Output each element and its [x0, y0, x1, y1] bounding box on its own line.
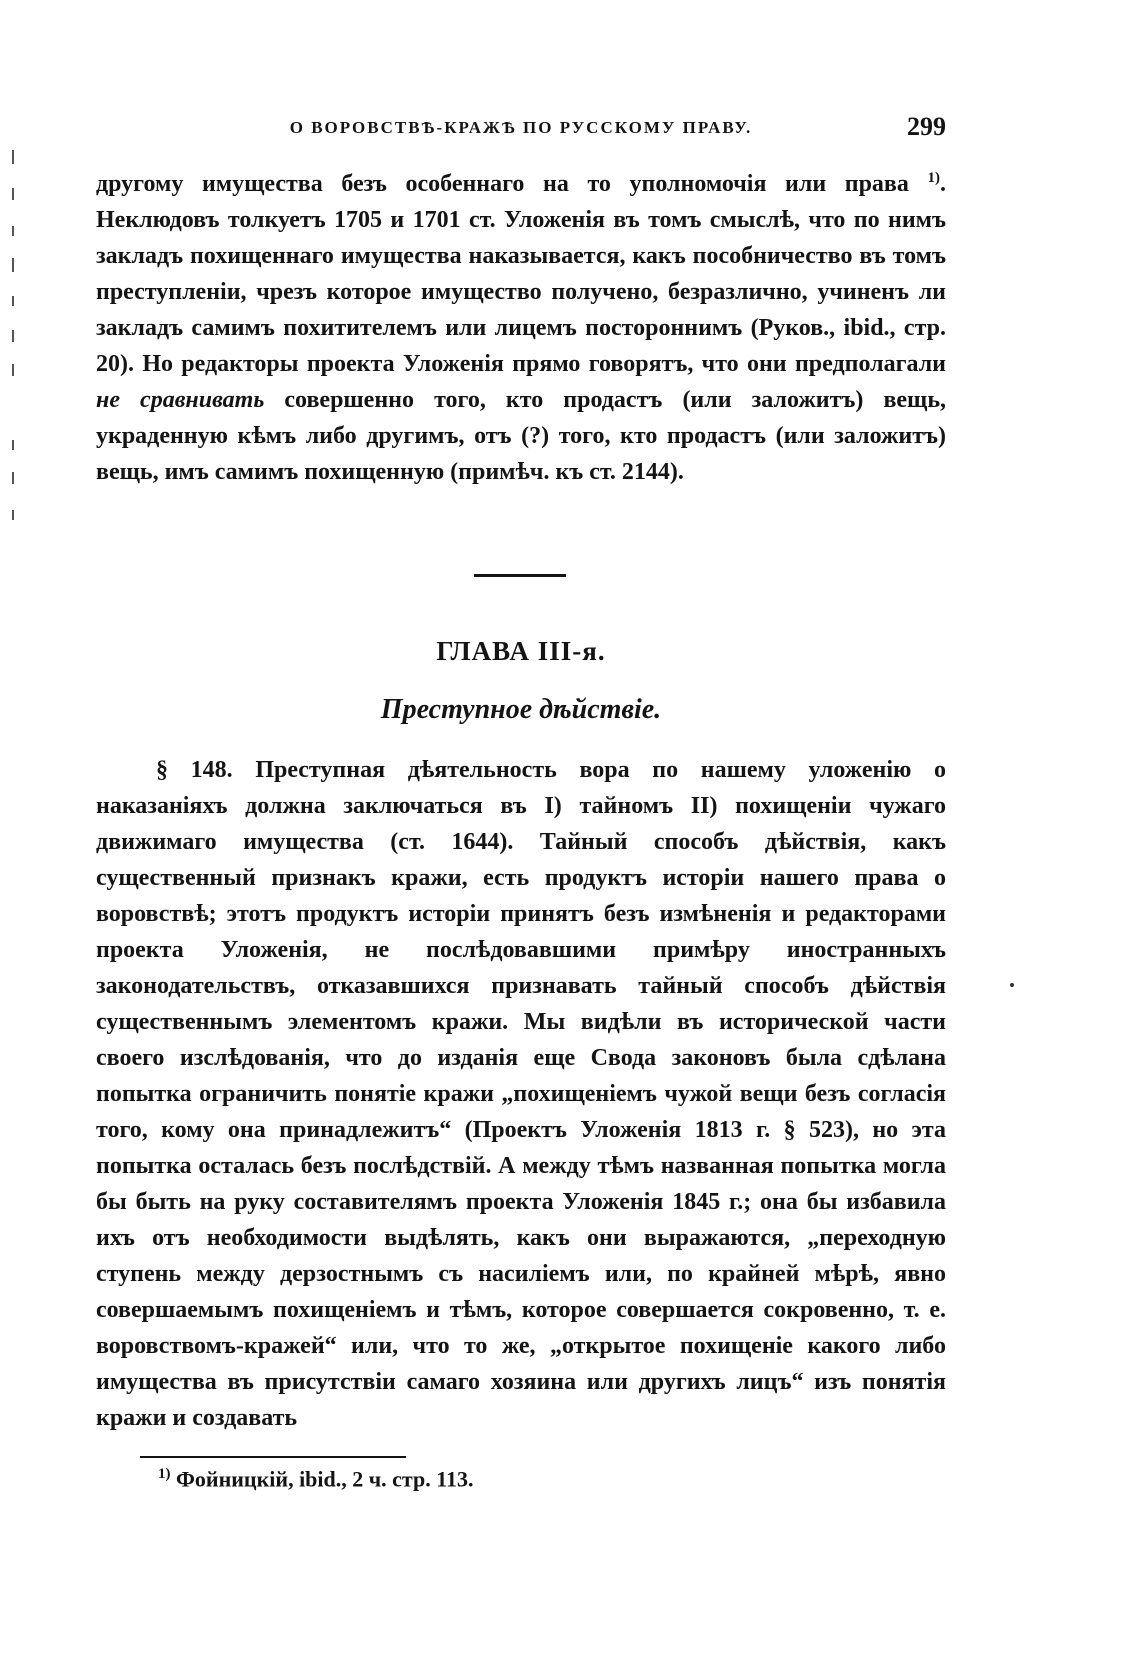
paragraph-text [96, 160, 946, 490]
footnote-rule [140, 1456, 406, 1458]
text-run: совершенно того, кто продастъ (или заложитъ) вещь, украденную кѣмъ либо другимъ, отъ (?) того, кто продастъ (или заложитъ) вещь, имъ самимъ похищенную (примѣч. къ ст. 2144). [96, 387, 947, 485]
running-header [96, 112, 946, 142]
text-run: . [940, 171, 946, 197]
chapter-title: ГЛАВА III-я. [436, 636, 606, 666]
footnote-text: Фойницкій, ibid., 2 ч. стр. 113. [170, 1466, 474, 1492]
footnote-reference: 1) [927, 170, 940, 186]
margin-scan-marks [10, 150, 18, 570]
paragraph-continuation [96, 160, 946, 490]
paragraph-148 [96, 752, 946, 1436]
chapter-subtitle: Преступное дѣйствіе. [380, 694, 662, 725]
running-title: О ВОРОВСТВѢ-КРАЖѢ ПО РУССКОМУ ПРАВУ. [289, 118, 753, 137]
footnote [158, 1466, 938, 1492]
footnote-mark: 1) [158, 1466, 171, 1482]
italic-phrase: не сравнивать [96, 387, 265, 413]
text-run: другому имущества безъ особеннаго на то уполномочія или права [96, 171, 928, 197]
paragraph-text: § 148. Преступная дѣятельность вора по нашему уложенію о наказаніяхъ должна заключаться въ I) тайномъ II) похищеніи чужаго движимаго имущества (ст. 1644). Тайный способъ дѣйствія, какъ существенный признакъ кражи, есть продуктъ исторіи нашего права о воровствѣ; этотъ продуктъ исторіи принятъ безъ измѣненія и редакторами проекта Уложенія, не послѣдовавшими примѣру иностранныхъ законодательствъ, отказавшихся признавать тайный способъ дѣйствія существеннымъ элементомъ кражи. Мы видѣли въ исторической части своего изслѣдованія, что до изданія еще Свода законовъ была сдѣлана попытка ограничить понятіе кражи „похищеніемъ чужой вещи безъ согласія того, кому она принадлежитъ“ (Проектъ Уложенія 1813 г. § 523), но эта попытка осталась безъ послѣдствій. А между тѣмъ названная попытка могла бы быть на руку составителямъ проекта Уложенія 1845 г.; она бы избавила ихъ отъ необходимости выдѣлять, какъ они выражаются, „переходную ступень между дерзостнымъ съ насиліемъ или, по крайней мѣрѣ, явно совершаемымъ похищеніемъ и тѣмъ, которое совершается сокровенно, т. е. воровствомъ-кражей“ или, что то же, „открытое похищеніе какого либо имущества въ присутствіи самаго хозяина или другихъ лицъ“ изъ понятія кражи и создавать [96, 757, 946, 1431]
page-number: 299 [907, 112, 946, 141]
ink-speck [1010, 983, 1014, 987]
text-run: Неклюдовъ толкуетъ 1705 и 1701 ст. Уложенія въ томъ смыслѣ, что по нимъ закладъ похищеннаго имущества наказывается, какъ пособничество въ томъ преступленіи, чрезъ которое имущество получено, безразлично, учиненъ ли закладъ самимъ похитителемъ или лицемъ постороннимъ (Руков., ibid., стр. 20). Но редакторы проекта Уложенія прямо говорятъ, что они предполагали [96, 207, 946, 377]
section-separator-rule [474, 574, 566, 577]
